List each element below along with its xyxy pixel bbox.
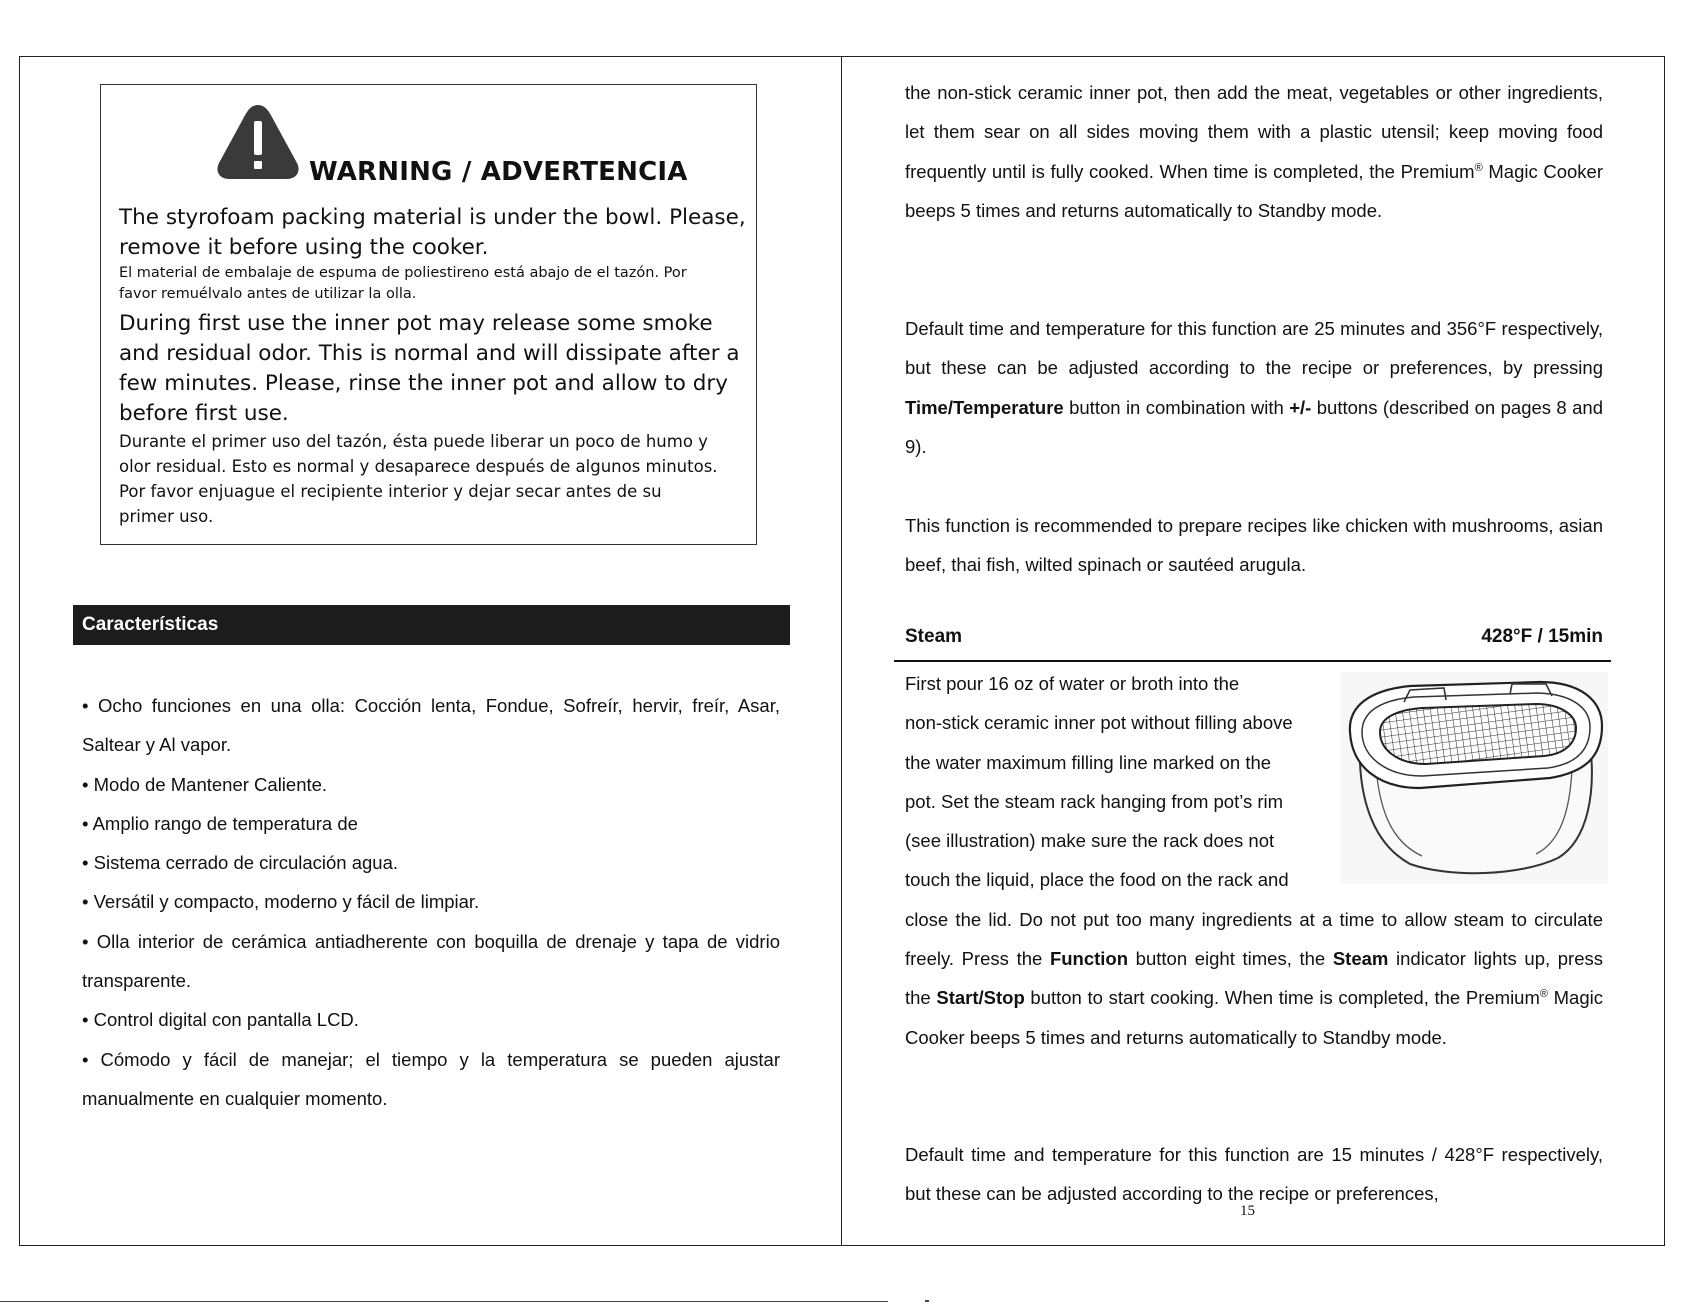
- steam-line: touch the liquid, place the food on the rack and: [905, 869, 1289, 891]
- warning-en-2d: before first use.: [119, 401, 289, 426]
- text-run: Default time and temperature for this function are 25 minutes and 356°F respectively, but these can be adjusted according to the recipe or preferences, by pressing: [905, 318, 1603, 379]
- text-run: close the lid. Do not put too many ingredients at a time to allow steam to circulate freely. Press the: [905, 908, 1603, 970]
- paragraph-recommended: [905, 506, 1603, 585]
- text-run: This function is recommended to prepare recipes like chicken with mushrooms, asian beef, thai fish, wilted spinach or sautéed arugula.: [905, 515, 1603, 576]
- text-run: button eight times, the: [1128, 948, 1333, 970]
- bold-start-stop: Start/Stop: [936, 987, 1025, 1009]
- bold-steam: Steam: [1332, 948, 1389, 970]
- warning-en-1a: The styrofoam packing material is under the bowl. Please,: [119, 205, 746, 230]
- text-run: indicator lights up, press the: [905, 948, 1603, 1009]
- text-run: the non-stick ceramic inner pot, then add the meat, vegetables or other ingredients, let them sear on all sides moving them with a plastic utensil; keep moving food frequently until is fully cooked. When time is completed, the Premium: [905, 82, 1603, 182]
- paragraph-sear: [905, 73, 1603, 230]
- warning-en-2a: During first use the inner pot may release some smoke: [119, 311, 713, 336]
- warning-en-1b: remove it before using the cooker.: [119, 235, 489, 260]
- bold-plus-minus: +/-: [1289, 396, 1312, 418]
- warning-es-2d: primer uso.: [119, 507, 214, 526]
- text-run: Default time and temperature for this function are 15 minutes / 428°F respectively, but these can be adjusted according to the recipe or preferences,: [905, 1144, 1603, 1205]
- warning-es-2a: Durante el primer uso del tazón, ésta puede liberar un poco de humo y: [119, 432, 708, 451]
- text-run: button in combination with: [1063, 396, 1290, 418]
- warning-body: [119, 203, 749, 529]
- feature-item: • Olla interior de cerámica antiadherente con boquilla de drenaje y tapa de vidrio transparente.: [82, 930, 780, 992]
- registered-mark: ®: [1474, 161, 1483, 174]
- steam-rule: [894, 660, 1611, 662]
- text-run: buttons (described on pages 8 and 9).: [905, 396, 1604, 457]
- steam-line: First pour 16 oz of water or broth into the: [905, 673, 1240, 694]
- paragraph-default-time: [905, 309, 1603, 466]
- warning-box: [100, 84, 757, 545]
- warning-en-2c: few minutes. Please, rinse the inner pot and allow to dry: [119, 371, 728, 396]
- warning-title: WARNING / ADVERTENCIA: [309, 157, 688, 187]
- warning-triangle-icon: [213, 101, 303, 181]
- bold-function: Function: [1049, 948, 1129, 970]
- warning-en-2b: and residual odor. This is normal and will dissipate after a: [119, 341, 740, 366]
- steam-line: non-stick ceramic inner pot without filling above: [905, 712, 1293, 734]
- steam-line: the water maximum filling line marked on the: [905, 751, 1272, 773]
- steam-rack-illustration: [1340, 672, 1608, 884]
- feature-item: • Amplio rango de temperatura de: [82, 812, 358, 834]
- text-run: Magic Cooker beeps 5 times and returns automatically to Standby mode.: [905, 987, 1603, 1048]
- scan-edge-line: [0, 1301, 888, 1302]
- features-list: [82, 686, 780, 1118]
- warning-es-1a: El material de embalaje de espuma de poliestireno está abajo de el tazón. Por: [119, 265, 687, 281]
- feature-item: • Modo de Mantener Caliente.: [82, 773, 328, 795]
- text-run: Magic Cooker beeps 5 times and returns automatically to Standby mode.: [905, 160, 1604, 221]
- page-number: 15: [1240, 1203, 1255, 1219]
- scan-edge-mark: [925, 1300, 929, 1302]
- column-divider: [841, 56, 842, 1246]
- warning-es-1b: favor remuélvalo antes de utilizar la olla.: [119, 286, 417, 302]
- text-run: button to start cooking. When time is completed, the Premium: [1024, 987, 1540, 1009]
- warning-es-2c: Por favor enjuague el recipiente interior y dejar secar antes de su: [119, 482, 662, 501]
- feature-item: • Cómodo y fácil de manejar; el tiempo y la temperatura se pueden ajustar manualmente en cualquier momento.: [82, 1048, 780, 1109]
- feature-item: • Versátil y compacto, moderno y fácil de limpiar.: [82, 891, 480, 913]
- steam-spec: 428°F / 15min: [1481, 626, 1603, 647]
- registered-mark: ®: [1539, 988, 1548, 1001]
- feature-item: • Ocho funciones en una olla: Cocción lenta, Fondue, Sofreír, hervir, freír, Asar, Saltear y Al vapor.: [82, 695, 780, 756]
- bold-time-temperature: Time/Temperature: [905, 396, 1064, 418]
- steam-line: (see illustration) make sure the rack does not: [905, 830, 1275, 852]
- feature-item: • Control digital con pantalla LCD.: [82, 1009, 359, 1031]
- warning-es-2b: olor residual. Esto es normal y desaparece después de algunos minutos.: [119, 457, 718, 476]
- steam-line: pot. Set the steam rack hanging from pot’s rim: [905, 790, 1284, 812]
- steam-header: [905, 626, 1603, 648]
- feature-item: • Sistema cerrado de circulación agua.: [82, 852, 398, 874]
- paragraph-steam-default: [905, 1135, 1603, 1214]
- steam-title: Steam: [905, 626, 963, 647]
- features-heading: Características: [73, 605, 790, 645]
